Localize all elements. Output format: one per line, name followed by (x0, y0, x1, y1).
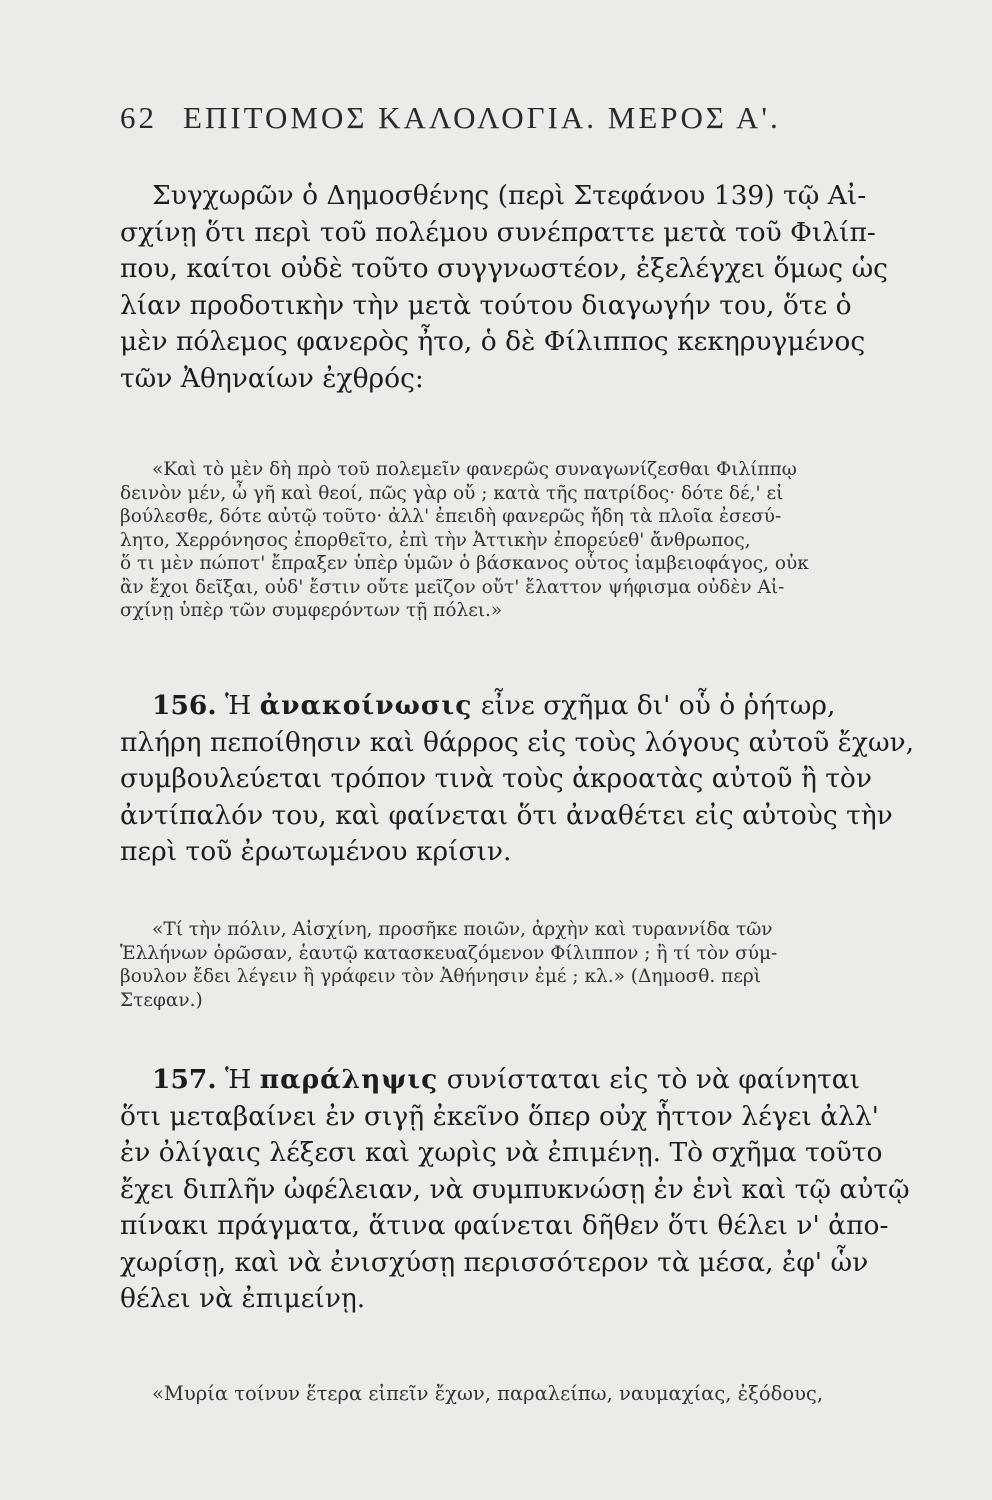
quote-line: βουλον ἔδει λέγειν ἢ γράφειν τὸν Ἀθήνησιν ἐμέ ; κλ.» (Δημοσθ. περὶ (120, 966, 762, 987)
quote-line: «Καὶ τὸ μὲν δὴ πρὸ τοῦ πολεμεῖν φανερῶς συναγωνίζεσθαι Φιλίππῳ (152, 459, 797, 480)
text-line: συμβουλεύεται τρόπον τινὰ τοὺς ἀκροατὰς αὐτοῦ ἢ τὸν (120, 763, 872, 794)
quotation-block (120, 458, 934, 623)
quote-line: λητο, Χερρόνησος ἐπορθεῖτο, ἐπὶ τὴν Ἀττικὴν ἐπορεύεθ' ἄνθρωπος, (120, 529, 751, 551)
text-line: που, καίτοι οὐδὲ τοῦτο συγγνωστέον, ἐξελέγχει ὅμως ὡς (120, 253, 889, 284)
text-line: θέλει νὰ ἐπιμείνῃ. (120, 1283, 366, 1314)
text-line: ὅτι μεταβαίνει ἐν σιγῇ ἐκεῖνο ὅπερ οὐχ ἧττον λέγει ἀλλ' (120, 1100, 879, 1132)
text-line: χωρίσῃ, καὶ νὰ ἐνισχύσῃ περισσότερον τὰ μέσα, ἐφ' ὧν (120, 1246, 869, 1278)
text-line: ἔχει διπλῆν ὠφέλειαν, νὰ συμπυκνώσῃ ἐν ἑνὶ καὶ τῷ αὐτῷ (120, 1173, 910, 1205)
section-first-line: συνίσταται εἰς τὸ νὰ φαίνηται (446, 1064, 861, 1095)
quotation-block (120, 918, 934, 1012)
section-heading-line (120, 1062, 934, 1099)
section-number: 156. (152, 690, 217, 721)
text-line: μὲν πόλεμος φανερὸς ἦτο, ὁ δὲ Φίλιππος κεκηρυγμένος (120, 326, 866, 357)
quote-line: βούλεσθε, δότε αὐτῷ τοῦτο· ἀλλ' ἐπειδὴ φανερῶς ἤδη τὰ πλοῖα ἐσεσύ- (120, 506, 782, 527)
quote-line: ὅ τι μὲν πώποτ' ἔπραξεν ὑπὲρ ὑμῶν ὁ βάσκανος οὗτος ἰαμβειοφάγος, οὐκ (120, 553, 809, 574)
section-first-line: εἶνε σχῆμα δι' οὗ ὁ ῥήτωρ, (480, 690, 836, 721)
section-heading-line (120, 688, 934, 725)
section-article: Ἡ (224, 690, 252, 721)
text-line: σχίνῃ ὅτι περὶ τοῦ πολέμου συνέπραττε μετὰ τοῦ Φιλίπ- (120, 216, 876, 248)
running-header (120, 100, 880, 136)
text-line: ἐν ὀλίγαις λέξεσι καὶ χωρὶς νὰ ἐπιμένῃ. Τὸ σχῆμα τοῦτο (120, 1137, 883, 1168)
text-line: λίαν προδοτικὴν τὴν μετὰ τούτου διαγωγήν του, ὅτε ὁ (120, 289, 852, 321)
quote-line: σχίνῃ ὑπὲρ τῶν συμφερόντων τῇ πόλει.» (120, 600, 503, 621)
text-line: Συγχωρῶν ὁ Δημοσθένης (περὶ Στεφάνου 139) τῷ Αἰ- (152, 180, 867, 211)
text-line: περὶ τοῦ ἐρωτωμένου κρίσιν. (120, 836, 512, 867)
section-157 (120, 1062, 934, 1318)
paragraph-demosthenes (120, 178, 934, 397)
section-term: ἀνακοίνωσις (259, 690, 473, 721)
text-line: ἀντίπαλόν του, καὶ φαίνεται ὅτι ἀναθέτει εἰς αὐτοὺς τὴν (120, 799, 893, 831)
section-number: 157. (152, 1064, 217, 1095)
quote-line: ἂν ἔχοι δεῖξαι, οὐδ' ἔστιν οὔτε μεῖζον οὔτ' ἔλαττον ψήφισμα οὐδὲν Αἰ- (120, 576, 785, 598)
page-number: 62 (120, 100, 157, 135)
text-line: πίνακι πράγματα, ἅτινα φαίνεται δῆθεν ὅτι θέλει ν' ἀπο- (120, 1210, 889, 1241)
quote-line: «Μυρία τοίνυν ἕτερα εἰπεῖν ἔχων, παραλείπω, ναυμαχίας, ἐξόδους, (152, 1382, 824, 1405)
running-title: ΕΠΙΤΟΜΟΣ ΚΑΛΟΛΟΓΙΑ. ΜΕΡΟΣ Α'. (183, 100, 781, 135)
quote-line: Στεφαν.) (120, 989, 203, 1011)
section-156 (120, 688, 934, 871)
quotation-block (120, 1382, 934, 1406)
quote-line: «Τί τὴν πόλιν, Αἰσχίνη, προσῆκε ποιῶν, ἀρχὴν καὶ τυραννίδα τῶν (152, 919, 773, 940)
quote-line: Ἑλλήνων ὁρῶσαν, ἑαυτῷ κατασκευαζόμενον Φίλιππον ; ἢ τί τὸν σύμ- (120, 942, 778, 964)
text-line: τῶν Ἀθηναίων ἐχθρός: (120, 362, 424, 394)
quote-line: δεινὸν μέν, ὦ γῆ καὶ θεοί, πῶς γὰρ οὔ ; κατὰ τῆς πατρίδος· δότε δέ,' εἰ (120, 482, 784, 504)
section-term: παράληψις (259, 1064, 439, 1095)
section-article: Ἡ (224, 1064, 252, 1095)
text-line: πλήρη πεποίθησιν καὶ θάρρος εἰς τοὺς λόγους αὐτοῦ ἔχων, (120, 726, 915, 758)
